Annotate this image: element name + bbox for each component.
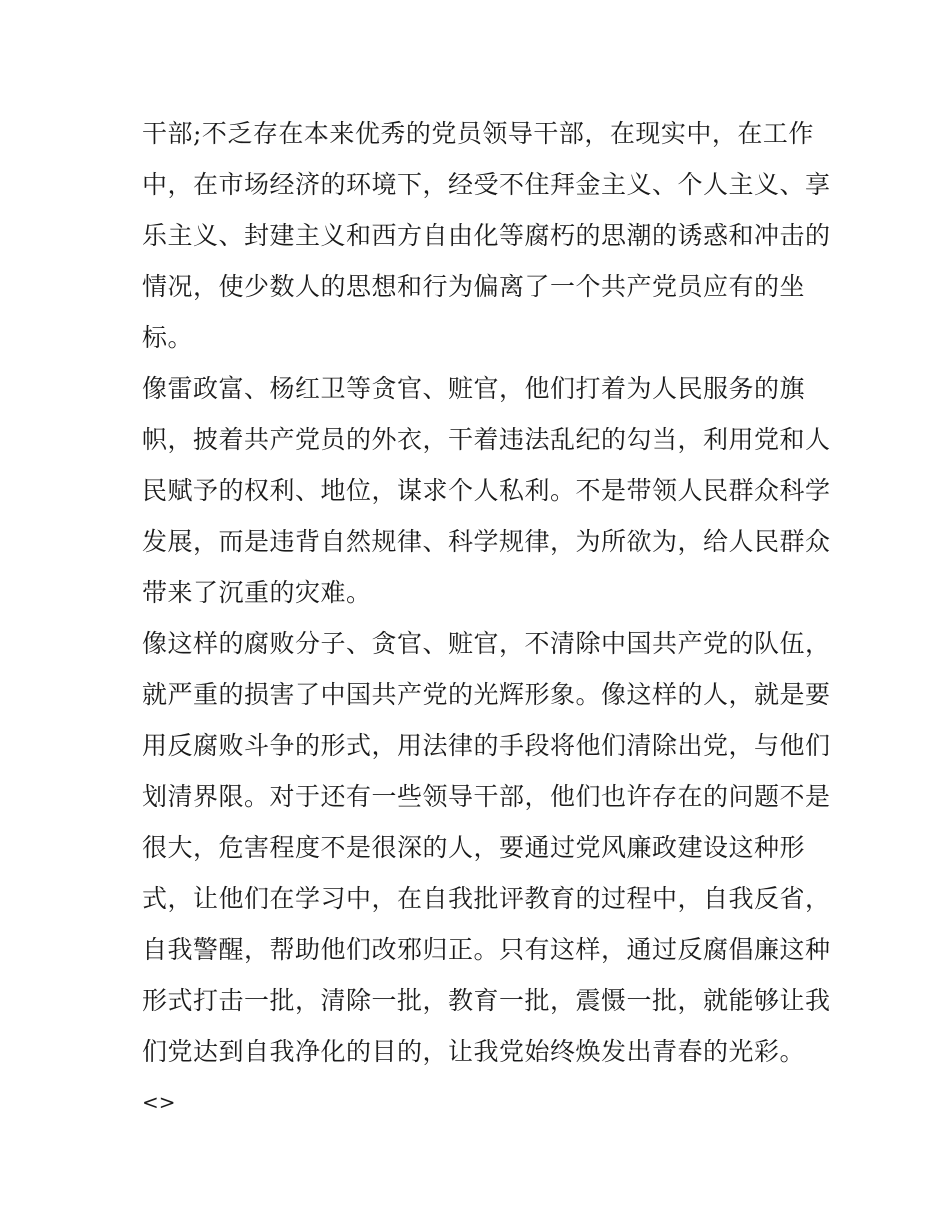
- text-line: 帜，披着共产党员的外衣，干着违法乱纪的勾当，利用党和人: [142, 425, 831, 454]
- text-line: 像这样的腐败分子、贪官、赃官，不清除中国共产党的队伍，: [142, 629, 831, 658]
- text-line: 发展，而是违背自然规律、科学规律，为所欲为，给人民群众: [142, 527, 831, 556]
- text-line: 带来了沉重的灾难。: [142, 578, 372, 607]
- text-line: 自我警醒，帮助他们改邪归正。只有这样，通过反腐倡廉这种: [142, 935, 831, 964]
- text-line: 用反腐败斗争的形式，用法律的手段将他们清除出党，与他们: [142, 731, 831, 760]
- text-line: 中，在市场经济的环境下，经受不住拜金主义、个人主义、享: [142, 170, 831, 199]
- text-line: 们党达到自我净化的目的，让我党始终焕发出青春的光彩。: [142, 1037, 806, 1066]
- text-line: 干部;不乏存在本来优秀的党员领导干部，在现实中，在工作: [142, 119, 814, 148]
- paragraph-1: [142, 108, 831, 363]
- text-line: 式，让他们在学习中，在自我批评教育的过程中，自我反省，: [142, 884, 831, 913]
- document-body: [142, 108, 831, 1128]
- end-mark: <>: [142, 1090, 176, 1114]
- paragraph-3: [142, 618, 831, 1077]
- paragraph-2: [142, 363, 831, 618]
- text-line: 就严重的损害了中国共产党的光辉形象。像这样的人，就是要: [142, 680, 831, 709]
- text-line: 划清界限。对于还有一些领导干部，他们也许存在的问题不是: [142, 782, 831, 811]
- text-line: 很大，危害程度不是很深的人，要通过党风廉政建设这种形: [142, 833, 806, 862]
- text-line: 情况，使少数人的思想和行为偏离了一个共产党员应有的坐: [142, 272, 806, 301]
- text-line: 乐主义、封建主义和西方自由化等腐朽的思潮的诱惑和冲击的: [142, 221, 831, 250]
- text-line: 标。: [142, 323, 194, 352]
- text-line: 像雷政富、杨红卫等贪官、赃官，他们打着为人民服务的旗: [142, 374, 806, 403]
- text-line: 形式打击一批，清除一批，教育一批，震慑一批，就能够让我: [142, 986, 831, 1015]
- text-line: 民赋予的权利、地位，谋求个人私利。不是带领人民群众科学: [142, 476, 831, 505]
